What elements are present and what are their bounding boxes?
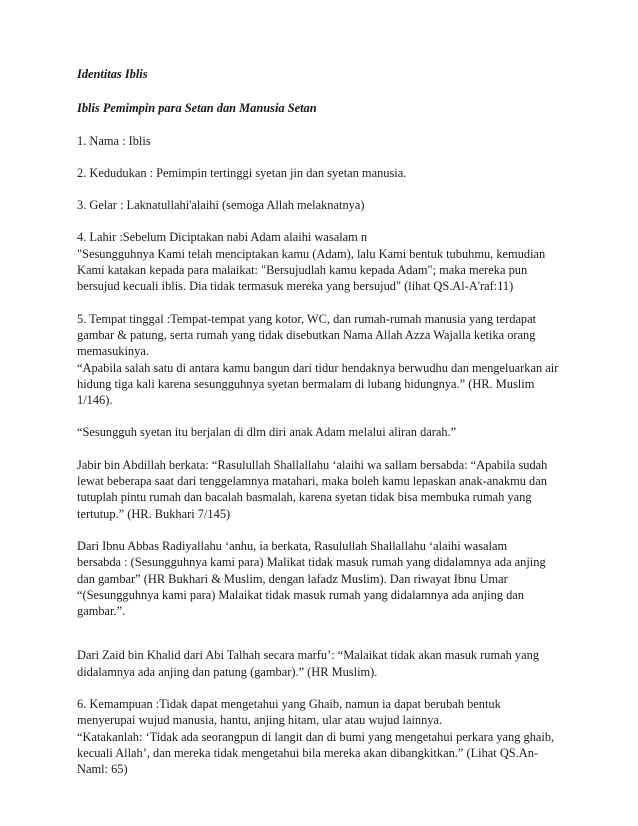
paragraph-line: Naml: 65): [77, 762, 128, 777]
paragraph-line: Dari Ibnu Abbas Radiyallahu ‘anhu, ia berkata, Rasulullah Shallallahu ‘alaihi wasalam: [77, 538, 508, 553]
paragraph-line: lewat beberapa saat dari tenggelamnya matahari, maka boleh kamu lepaskan anak-anakmu dan: [77, 474, 547, 489]
paragraph-line: bersabda : (Sesungguhnya kami para) Malikat tidak masuk rumah yang didalamnya ada anjing: [77, 555, 546, 570]
paragraph-line: menyerupai wujud manusia, hantu, anjing hitam, ular atau wujud lainnya.: [77, 713, 443, 728]
paragraph: [77, 696, 567, 777]
paragraph-line: kecuali Allah’, dan mereka tidak mengetahui bila mereka akan dibangkitkan.” (Lihat QS.An-: [77, 745, 539, 760]
document-page: [77, 66, 567, 794]
paragraph: [77, 424, 567, 440]
paragraph-line: hidung tiga kali karena sesungguhnya syetan bermalam di lubang hidungnya.” (HR. Muslim: [77, 376, 535, 391]
paragraph-line: gambar & patung, serta rumah yang tidak disebutkan Nama Allah Azza Wajalla ketika orang: [77, 327, 536, 342]
paragraph: [77, 538, 567, 619]
paragraph: [77, 133, 567, 149]
paragraph: [77, 197, 567, 213]
paragraph-line: 1/146).: [77, 393, 113, 408]
paragraph-line: Jabir bin Abdillah berkata: “Rasulullah Shallallahu ‘alaihi wa sallam bersabda: “Apabila sudah: [77, 457, 548, 472]
paragraph-line: 2. Kedudukan : Pemimpin tertinggi syetan jin dan syetan manusia.: [77, 165, 407, 180]
paragraph-line: didalamnya ada anjing dan patung (gambar).” (HR Muslim).: [77, 664, 378, 679]
paragraph-line: memasukinya.: [77, 344, 149, 359]
document-title: Identitas Iblis: [77, 67, 148, 81]
paragraph-line: tutuplah pintu rumah dan bacalah basmalah, karena syetan tidak bisa membuka rumah yang: [77, 490, 532, 505]
paragraph-line: 6. Kemampuan :Tidak dapat mengetahui yang Ghaib, namun ia dapat berubah bentuk: [77, 697, 501, 712]
paragraph: [77, 457, 567, 522]
paragraph-line: gambar.”.: [77, 604, 126, 619]
paragraph-line: 4. Lahir :Sebelum Diciptakan nabi Adam alaihi wasalam n: [77, 230, 368, 245]
paragraph: [77, 165, 567, 181]
paragraph-line: 5. Tempat tinggal :Tempat-tempat yang kotor, WC, dan rumah-rumah manusia yang terdapat: [77, 311, 537, 326]
paragraph-line: dan gambar” (HR Bukhari & Muslim, dengan lafadz Muslim). Dan riwayat Ibnu Umar: [77, 571, 508, 586]
paragraph-line: “Apabila salah satu di antara kamu bangun dari tidur hendaknya berwudhu dan mengeluarkan air: [77, 360, 559, 375]
paragraph-line: 1. Nama : Iblis: [77, 133, 151, 148]
paragraph-line: “Katakanlah: ‘Tidak ada seorangpun di langit dan di bumi yang mengetahui perkara yang ghaib,: [77, 729, 555, 744]
document-subtitle: Iblis Pemimpin para Setan dan Manusia Setan: [77, 101, 317, 116]
paragraph-line: “(Sesungguhnya kami para) Malaikat tidak masuk rumah yang didalamnya ada anjing dan: [77, 587, 524, 602]
document-body: [77, 133, 567, 778]
paragraph-line: “Sesungguh syetan itu berjalan di dlm diri anak Adam melalui aliran darah.”: [77, 425, 457, 440]
paragraph-line: 3. Gelar : Laknatullahi'alaihi (semoga Allah melaknatnya): [77, 198, 365, 213]
paragraph-line: bersujud kecuali iblis. Dia tidak termasuk mereka yang bersujud" (lihat QS.Al-A'raf:11): [77, 279, 514, 294]
paragraph-line: Dari Zaid bin Khalid dari Abi Talhah secara marfu’: “Malaikat tidak akan masuk rumah yang: [77, 648, 540, 663]
paragraph: [77, 311, 567, 409]
paragraph-line: tertutup.” (HR. Bukhari 7/145): [77, 506, 231, 521]
paragraph-line: Kami katakan kepada para malaikat: "Bersujudlah kamu kepada Adam"; maka mereka pun: [77, 263, 528, 278]
paragraph-line: "Sesungguhnya Kami telah menciptakan kamu (Adam), lalu Kami bentuk tubuhmu, kemudian: [77, 246, 546, 261]
paragraph: [77, 229, 567, 294]
paragraph: [77, 647, 567, 680]
